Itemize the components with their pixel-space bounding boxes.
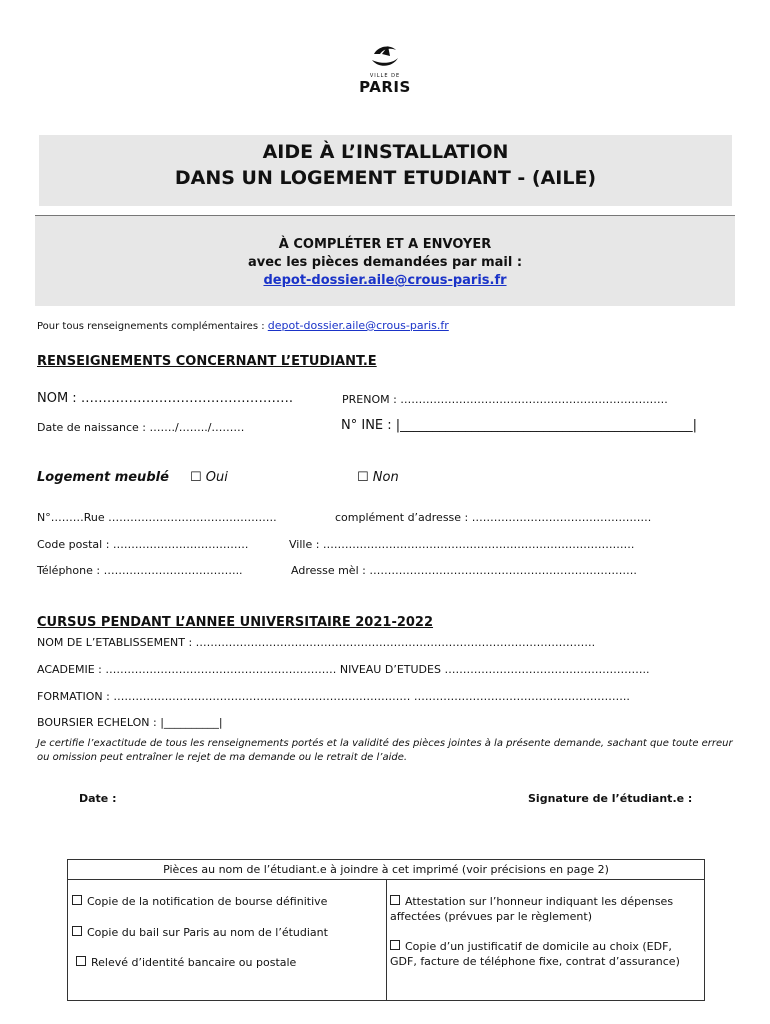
- info-line: [37, 319, 449, 332]
- ine-field[interactable]: N° INE : |_____________________________________________|: [341, 418, 698, 433]
- logo-paris: PARIS: [359, 78, 411, 96]
- complement-field[interactable]: complément d’adresse : ………………………………………….: [335, 511, 652, 524]
- piece-justificatif-domicile[interactable]: Copie d’un justificatif de domicile au choix (EDF, GDF, facture de téléphone fixe, contrat d’assurance): [390, 940, 680, 968]
- checkbox-icon[interactable]: [72, 895, 82, 905]
- signature-label: Signature de l’étudiant.e :: [528, 792, 693, 805]
- student-section-heading: RENSEIGNEMENTS CONCERNANT L’ETUDIANT.E: [37, 354, 377, 369]
- paris-logo: [345, 42, 425, 104]
- piece-notification[interactable]: Copie de la notification de bourse définitive: [72, 894, 377, 909]
- ville-field[interactable]: Ville : ………………………………………………………………………….: [289, 538, 635, 551]
- boursier-field[interactable]: BOURSIER ECHELON : |__________|: [37, 716, 223, 729]
- checkbox-icon[interactable]: [390, 895, 400, 905]
- logo-ville: VILLE DE: [369, 73, 401, 79]
- pieces-table: [67, 859, 705, 1001]
- piece-attestation[interactable]: Attestation sur l’honneur indiquant les dépenses affectées (prévues par le règlement): [390, 895, 674, 923]
- title-line1: AIDE À L’INSTALLATION: [262, 141, 509, 163]
- send-email-link[interactable]: depot-dossier.aile@crous-paris.fr: [263, 273, 507, 288]
- nom-field[interactable]: NOM : ………………………………………….: [37, 391, 293, 406]
- piece-rib[interactable]: Relevé d’identité bancaire ou postale: [76, 955, 376, 970]
- formation-field[interactable]: FORMATION : ……………………………………………………………………… …………………………………………………..: [37, 690, 630, 703]
- birthdate-field[interactable]: Date de naissance : ……./……../………: [37, 421, 245, 434]
- prenom-field[interactable]: PRENOM : ……………………………………………………………….: [342, 393, 668, 406]
- info-email-link[interactable]: depot-dossier.aile@crous-paris.fr: [267, 319, 449, 332]
- cursus-section-heading: CURSUS PENDANT L’ANNEE UNIVERSITAIRE 2021-2022: [37, 615, 434, 630]
- send-line1: À COMPLÉTER ET A ENVOYER: [278, 237, 492, 252]
- rue-field[interactable]: N°………Rue ……………………………………….: [37, 511, 277, 524]
- info-text: Pour tous renseignements complémentaires :: [37, 321, 268, 332]
- code-postal-field[interactable]: Code postal : ……………………………….: [37, 538, 249, 551]
- title-box: [39, 135, 732, 206]
- logement-label: Logement meublé: [37, 470, 169, 485]
- paris-ship-icon: [368, 42, 402, 72]
- title-line2: DANS UN LOGEMENT ETUDIANT - (AILE): [174, 167, 597, 189]
- send-instructions-box: [35, 215, 735, 306]
- checkbox-icon[interactable]: [390, 940, 400, 950]
- etablissement-field[interactable]: NOM DE L’ETABLISSEMENT : ……………………………………………………………………………………………….: [37, 636, 596, 649]
- certification-text: Je certifie l’exactitude de tous les renseignements portés et la validité des pièces jointes à la présente demande, sachant que toute erreur ou omission peut entraîner le rejet de ma demande ou le retrait de l’aide.: [37, 738, 733, 763]
- mel-field[interactable]: Adresse mèl : ……………………………………………………………….: [291, 564, 637, 577]
- academie-niveau-field[interactable]: ACADEMIE : ……………………………………………………… NIVEAU D’ETUDES ………………………………………………..: [37, 663, 650, 676]
- pieces-left-column: [68, 880, 387, 1000]
- telephone-field[interactable]: Téléphone : ………………………………..: [37, 564, 243, 577]
- date-label: Date :: [79, 792, 117, 805]
- pieces-right-column: [387, 880, 704, 1000]
- non-checkbox[interactable]: ☐ Non: [357, 470, 399, 485]
- oui-checkbox[interactable]: ☐ Oui: [190, 470, 228, 485]
- send-line2: avec les pièces demandées par mail :: [247, 255, 523, 270]
- checkbox-icon[interactable]: [72, 926, 82, 936]
- pieces-table-header: Pièces au nom de l’étudiant.e à joindre à cet imprimé (voir précisions en page 2): [68, 860, 704, 880]
- checkbox-icon[interactable]: [76, 956, 86, 966]
- piece-bail[interactable]: Copie du bail sur Paris au nom de l’étudiant: [72, 925, 377, 940]
